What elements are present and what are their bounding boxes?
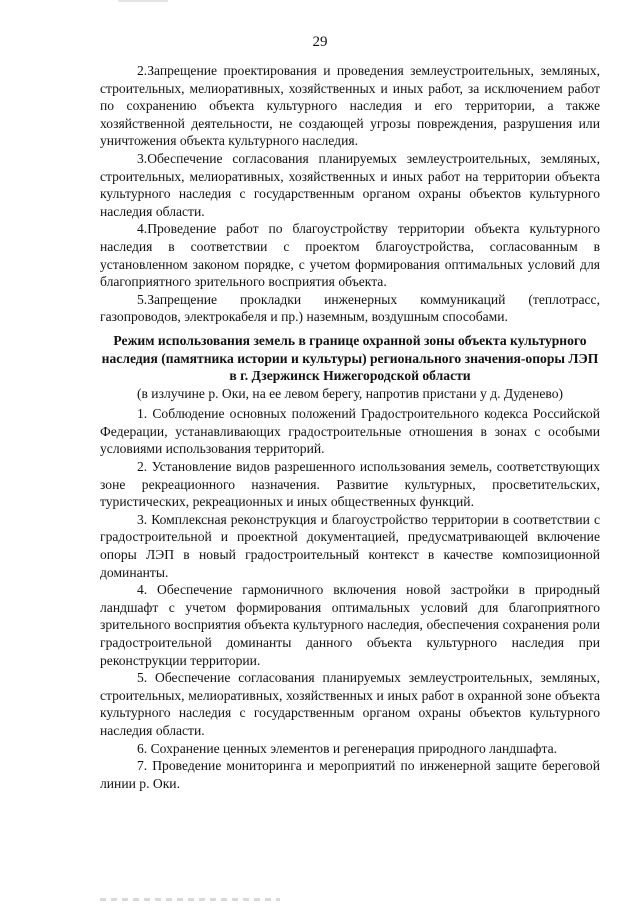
upper-list-item-2: 2.Запрещение проектирования и проведения землеустроительных, земляных, строительных, мелиоративных, хозяйственных и иных работ, за исключением работ по сохранению объекта культурного наследия и его территории, а также хозяйственной деятельности, не создающей угрозы повреждения, разрушения или уничтожения объекта культурного наследия. <box>100 63 600 149</box>
section-subheading: (в излучине р. Оки, на ее левом берегу, напротив пристани у д. Дуденево) <box>136 385 564 401</box>
lower-list-item-6: 6. Сохранение ценных элементов и регенерация природного ландшафта. <box>137 740 558 756</box>
scan-artifact-top <box>118 0 168 2</box>
lower-list-item-7: 7. Проведение мониторинга и мероприятий по инженерной защите береговой линии р. Оки. <box>100 758 600 791</box>
section-heading: Режим использования земель в границе охранной зоны объекта культурного наследия (памятника истории и культуры) регионального значения-опоры ЛЭП в г. Дзержинск Нижегородской области <box>101 332 599 384</box>
upper-list-item-3: 3.Обеспечение согласования планируемых землеустроительных, земляных, строительных, мелиоративных, хозяйственных и иных работ на территории объекта культурного наследия с государственным органом охраны объектов культурного наследия области. <box>100 150 600 219</box>
upper-list-item-4: 4.Проведение работ по благоустройству территории объекта культурного наследия в соответствии с проектом благоустройства, согласованным в установленном законом порядке, с учетом формирования оптимальных условий для благоприятного зрительного восприятия объекта. <box>100 221 600 290</box>
lower-list-item-5: 5. Обеспечение согласования планируемых землеустроительных, земляных, строительных, мелиоративных, хозяйственных и иных работ в охранной зоне объекта культурного наследия с государственным органом охраны объектов культурного наследия области. <box>100 670 600 738</box>
lower-list-item-2: 2. Установление видов разрешенного использования земель, соответствующих зоне рекреационного назначения. Развитие культурных, просветительских, туристических, рекреационных и иных общественных функций. <box>100 459 600 510</box>
document-body <box>100 62 600 792</box>
scan-artifact-bottom <box>100 898 280 901</box>
lower-list-item-1: 1. Соблюдение основных положений Градостроительного кодекса Российской Федерации, устанавливающих градостроительные отношения в зонах с особыми условиями использования территорий. <box>100 406 600 457</box>
lower-list-item-4: 4. Обеспечение гармоничного включения новой застройки в природный ландшафт с учетом формирования оптимальных условий для благоприятного зрительного восприятия объекта культурного наследия, обеспечения сохранения роли градостроительной доминанты данного объекта культурного наследия при реконструкции территории. <box>100 582 600 668</box>
lower-list-item-3: 3. Комплексная реконструкция и благоустройство территории в соответствии с градостроительной и проектной документацией, предусматривающей включение опоры ЛЭП в новый градостроительный контекст в качестве композиционной доминанты. <box>100 511 600 580</box>
page-number: 29 <box>312 34 328 50</box>
upper-list-item-5: 5.Запрещение прокладки инженерных коммуникаций (теплотрасс, газопроводов, электрокабеля и пр.) наземным, воздушным способами. <box>100 291 600 325</box>
